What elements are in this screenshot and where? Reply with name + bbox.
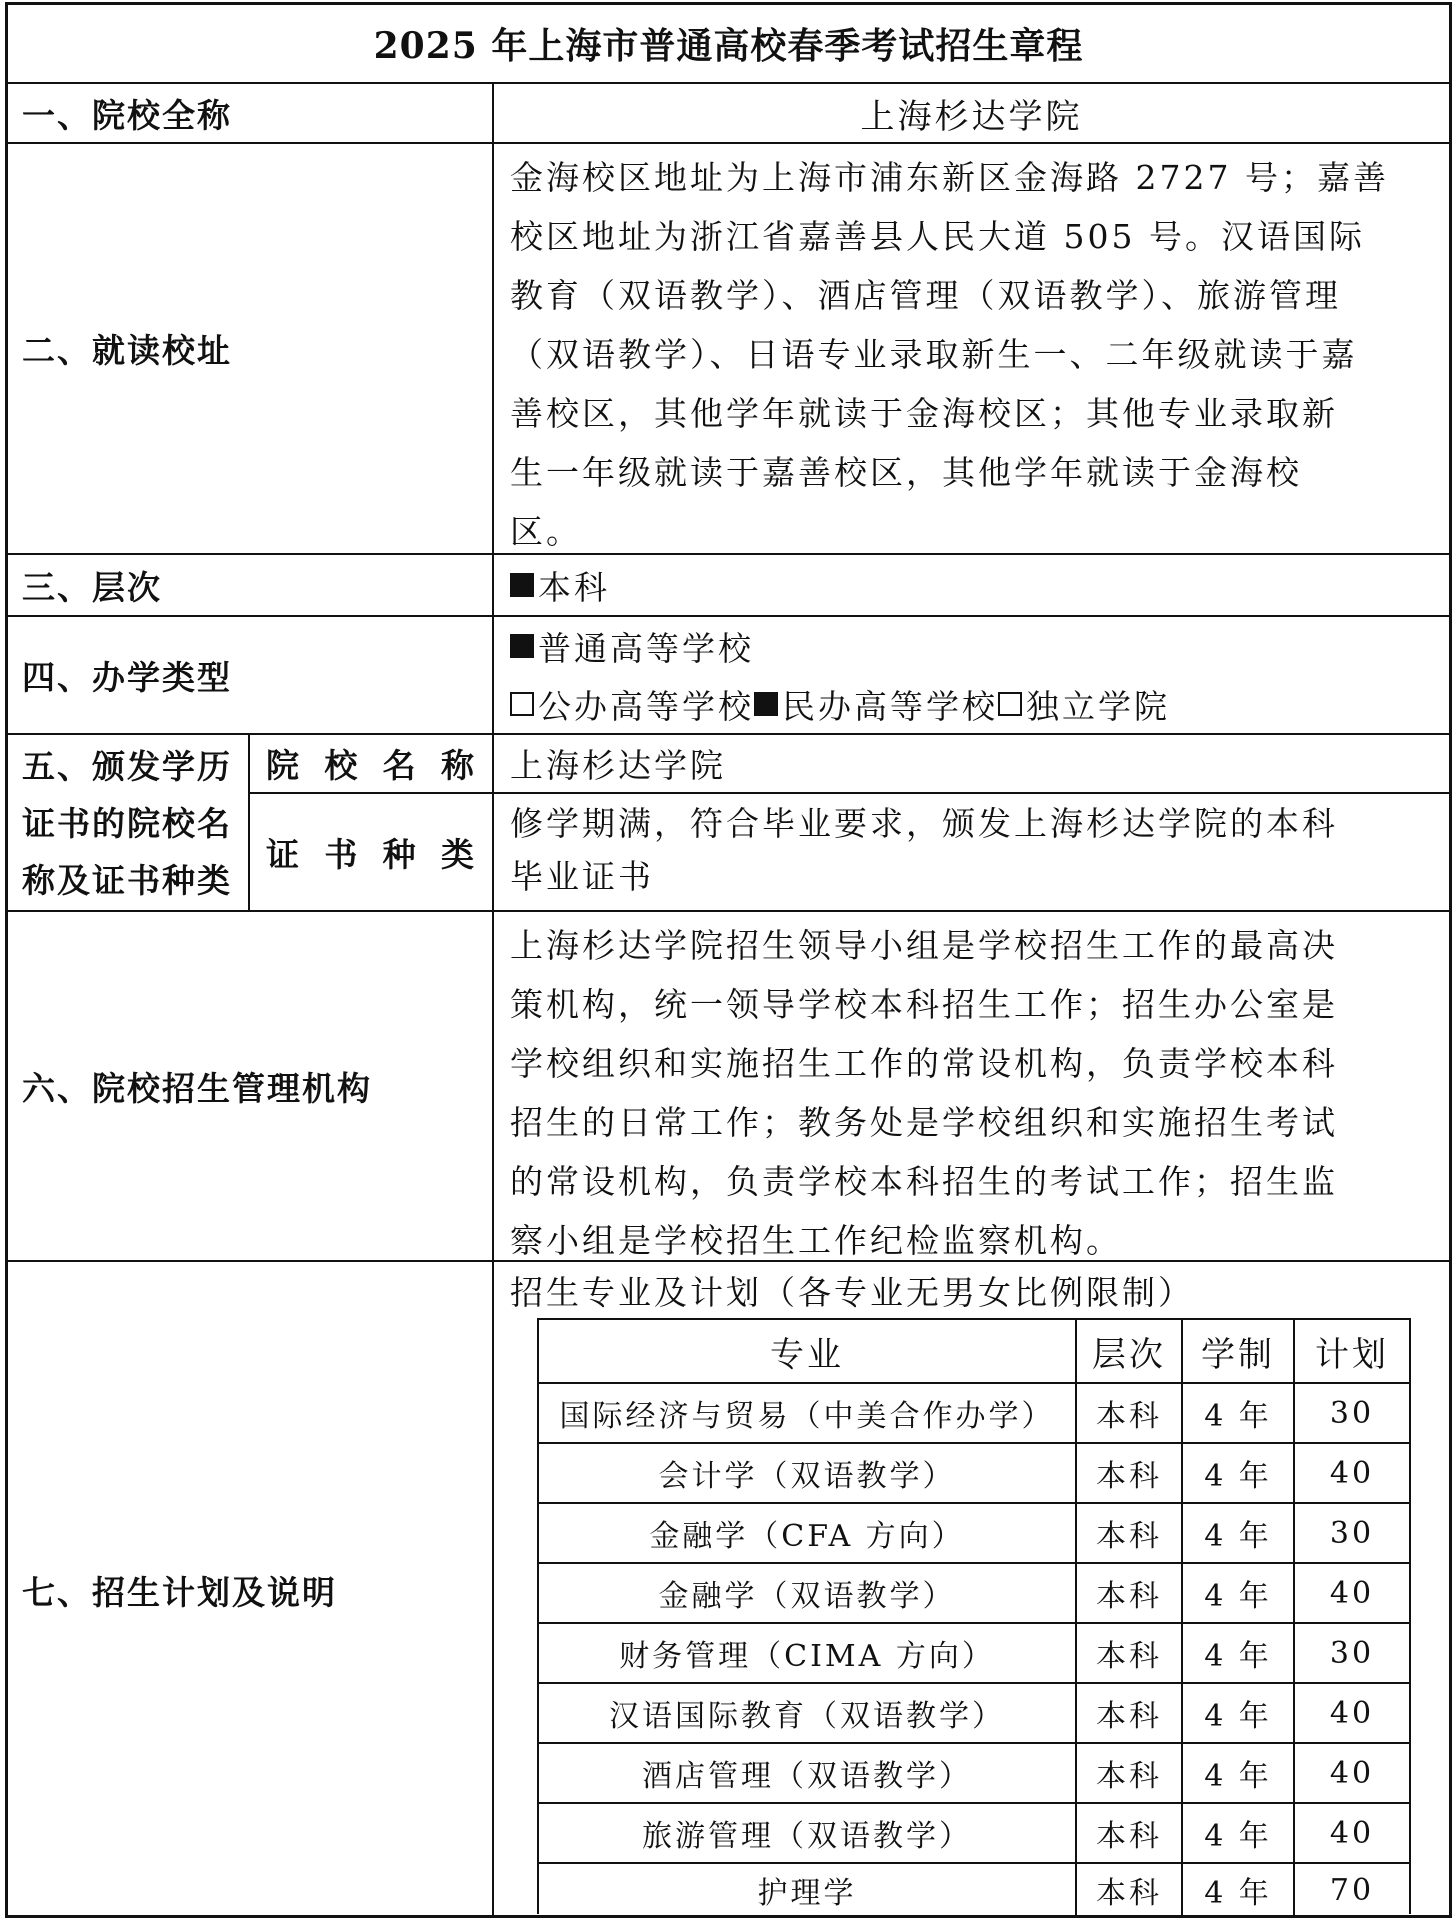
address-line: 教育（双语教学）、酒店管理（双语教学）、旅游管理	[510, 276, 1341, 315]
cell-quota: 40	[1329, 1455, 1375, 1491]
type-option-private: 民办高等学校	[782, 686, 998, 726]
cell-level: 本科	[1077, 1684, 1183, 1742]
cell-level: 本科	[1077, 1564, 1183, 1622]
unchecked-box-icon	[510, 692, 534, 716]
cell-level: 本科	[1077, 1384, 1183, 1442]
cell-quota: 40	[1329, 1575, 1375, 1611]
header-years: 学制	[1183, 1320, 1295, 1382]
row-label-certificate-line: 证书的院校名	[22, 804, 232, 843]
row-label-certificate-line: 称及证书种类	[22, 861, 232, 900]
cell-quota: 70	[1329, 1872, 1375, 1908]
table-row	[539, 1504, 1409, 1564]
type-line-1	[510, 617, 1440, 675]
certificate-type-line: 修学期满，符合毕业要求，颁发上海杉达学院的本科	[510, 804, 1338, 843]
school-name-value-text: 上海杉达学院	[860, 96, 1083, 137]
plan-intro	[510, 1262, 1430, 1318]
table-row	[539, 1744, 1409, 1804]
certificate-school-name	[510, 735, 1410, 792]
table-row	[539, 1864, 1409, 1916]
sub-label-char: 种	[382, 834, 418, 874]
row-label-plan-text: 七、招生计划及说明	[22, 1572, 337, 1612]
cell-years: 4 年	[1183, 1624, 1295, 1682]
plan-intro-text: 招生专业及计划（各专业无男女比例限制）	[510, 1272, 1194, 1312]
management-line: 上海杉达学院招生领导小组是学校招生工作的最高决	[510, 926, 1338, 965]
address-line: 区。	[510, 512, 582, 551]
cell-quota: 40	[1329, 1815, 1375, 1851]
row-label-school-name-text: 一、院校全称	[22, 95, 232, 135]
cell-major: 国际经济与贸易（中美合作办学）	[539, 1384, 1077, 1442]
table-row	[539, 1684, 1409, 1744]
page-title	[5, 5, 1452, 82]
type-line-1-text: 普通高等学校	[538, 628, 754, 668]
row-label-school-name	[22, 84, 482, 142]
cell-quota: 30	[1329, 1515, 1375, 1551]
table-row	[539, 1624, 1409, 1684]
cell-major: 金融学（CFA 方向）	[539, 1504, 1077, 1562]
cell-major: 旅游管理（双语教学）	[539, 1804, 1077, 1862]
cell-quota: 30	[1329, 1635, 1375, 1671]
type-option-public: 公办高等学校	[538, 686, 754, 726]
row-label-level-text: 三、层次	[22, 567, 162, 607]
cell-years: 4 年	[1183, 1504, 1295, 1562]
address-line: 生一年级就读于嘉善校区，其他学年就读于金海校	[510, 453, 1302, 492]
certificate-type-line: 毕业证书	[510, 857, 654, 896]
cell-major: 护理学	[539, 1864, 1077, 1916]
cell-years: 4 年	[1183, 1684, 1295, 1742]
sub-label-char: 类	[440, 834, 476, 874]
cell-major: 财务管理（CIMA 方向）	[539, 1624, 1077, 1682]
sub-label-char: 书	[324, 834, 360, 874]
type-options	[510, 617, 1440, 733]
plan-table	[537, 1318, 1411, 1914]
row-label-type	[22, 617, 482, 733]
checked-box-icon	[510, 573, 534, 597]
sub-label-char: 称	[440, 746, 476, 785]
cell-quota: 40	[1329, 1695, 1375, 1731]
management-text	[510, 916, 1436, 1270]
table-row	[539, 1564, 1409, 1624]
plan-table-header	[539, 1320, 1409, 1384]
cell-quota: 30	[1329, 1395, 1375, 1431]
sub-label-char: 校	[324, 746, 360, 785]
address-line: （双语教学）、日语专业录取新生一、二年级就读于嘉	[510, 335, 1358, 374]
level-option	[510, 555, 1410, 615]
table-row	[539, 1444, 1409, 1504]
management-line: 察小组是学校招生工作纪检监察机构。	[510, 1221, 1122, 1260]
row-label-certificate-line: 五、颁发学历	[22, 747, 232, 786]
cell-major: 酒店管理（双语教学）	[539, 1744, 1077, 1802]
row-label-plan	[22, 1262, 482, 1918]
cell-level: 本科	[1077, 1744, 1183, 1802]
cell-level: 本科	[1077, 1864, 1183, 1916]
header-level: 层次	[1077, 1320, 1183, 1382]
checked-box-icon	[510, 634, 534, 658]
level-option-text: 本科	[538, 567, 610, 607]
cell-level: 本科	[1077, 1444, 1183, 1502]
row-label-management-text: 六、院校招生管理机构	[22, 1068, 372, 1108]
management-line: 的常设机构，负责学校本科招生的考试工作；招生监	[510, 1162, 1338, 1201]
cell-level: 本科	[1077, 1504, 1183, 1562]
cell-years: 4 年	[1183, 1744, 1295, 1802]
cell-major: 会计学（双语教学）	[539, 1444, 1077, 1502]
type-line-2	[510, 675, 1440, 733]
header-major: 专业	[539, 1320, 1077, 1382]
certificate-school-name-text: 上海杉达学院	[510, 746, 726, 785]
cell-years: 4 年	[1183, 1444, 1295, 1502]
page-title-text: 2025 年上海市普通高校春季考试招生章程	[373, 25, 1084, 67]
row-label-management	[22, 912, 482, 1260]
row-label-type-text: 四、办学类型	[22, 657, 232, 697]
address-line: 金海校区地址为上海市浦东新区金海路 2727 号；嘉善	[510, 158, 1389, 197]
management-line: 策机构，统一领导学校本科招生工作；招生办公室是	[510, 985, 1338, 1024]
certificate-type-text	[510, 797, 1436, 903]
row-label-level	[22, 555, 482, 615]
type-option-independent: 独立学院	[1026, 686, 1170, 726]
cell-major: 汉语国际教育（双语教学）	[539, 1684, 1077, 1742]
cell-quota: 40	[1329, 1755, 1375, 1791]
sub-label-school-name	[266, 735, 476, 792]
address-text	[510, 148, 1436, 561]
sub-label-char: 院	[266, 746, 301, 785]
table-row	[539, 1804, 1409, 1864]
rule	[248, 733, 250, 910]
checked-box-icon	[754, 692, 778, 716]
sub-label-char: 名	[382, 746, 418, 785]
row-label-address-text: 二、就读校址	[22, 331, 232, 370]
cell-level: 本科	[1077, 1804, 1183, 1862]
cell-level: 本科	[1077, 1624, 1183, 1682]
cell-years: 4 年	[1183, 1804, 1295, 1862]
cell-years: 4 年	[1183, 1384, 1295, 1442]
unchecked-box-icon	[998, 692, 1022, 716]
header-quota: 计划	[1315, 1334, 1389, 1375]
row-label-address	[22, 144, 482, 553]
school-name-value	[494, 84, 1449, 142]
cell-years: 4 年	[1183, 1864, 1295, 1916]
row-label-certificate	[22, 738, 248, 909]
address-line: 校区地址为浙江省嘉善县人民大道 505 号。汉语国际	[510, 217, 1365, 256]
sub-label-certificate-type	[266, 794, 476, 910]
table-row	[539, 1384, 1409, 1444]
cell-years: 4 年	[1183, 1564, 1295, 1622]
management-line: 学校组织和实施招生工作的常设机构，负责学校本科	[510, 1044, 1338, 1083]
address-line: 善校区，其他学年就读于金海校区；其他专业录取新	[510, 394, 1338, 433]
rule	[492, 82, 494, 1918]
management-line: 招生的日常工作；教务处是学校组织和实施招生考试	[510, 1103, 1338, 1142]
cell-major: 金融学（双语教学）	[539, 1564, 1077, 1622]
sub-label-char: 证	[266, 834, 301, 874]
